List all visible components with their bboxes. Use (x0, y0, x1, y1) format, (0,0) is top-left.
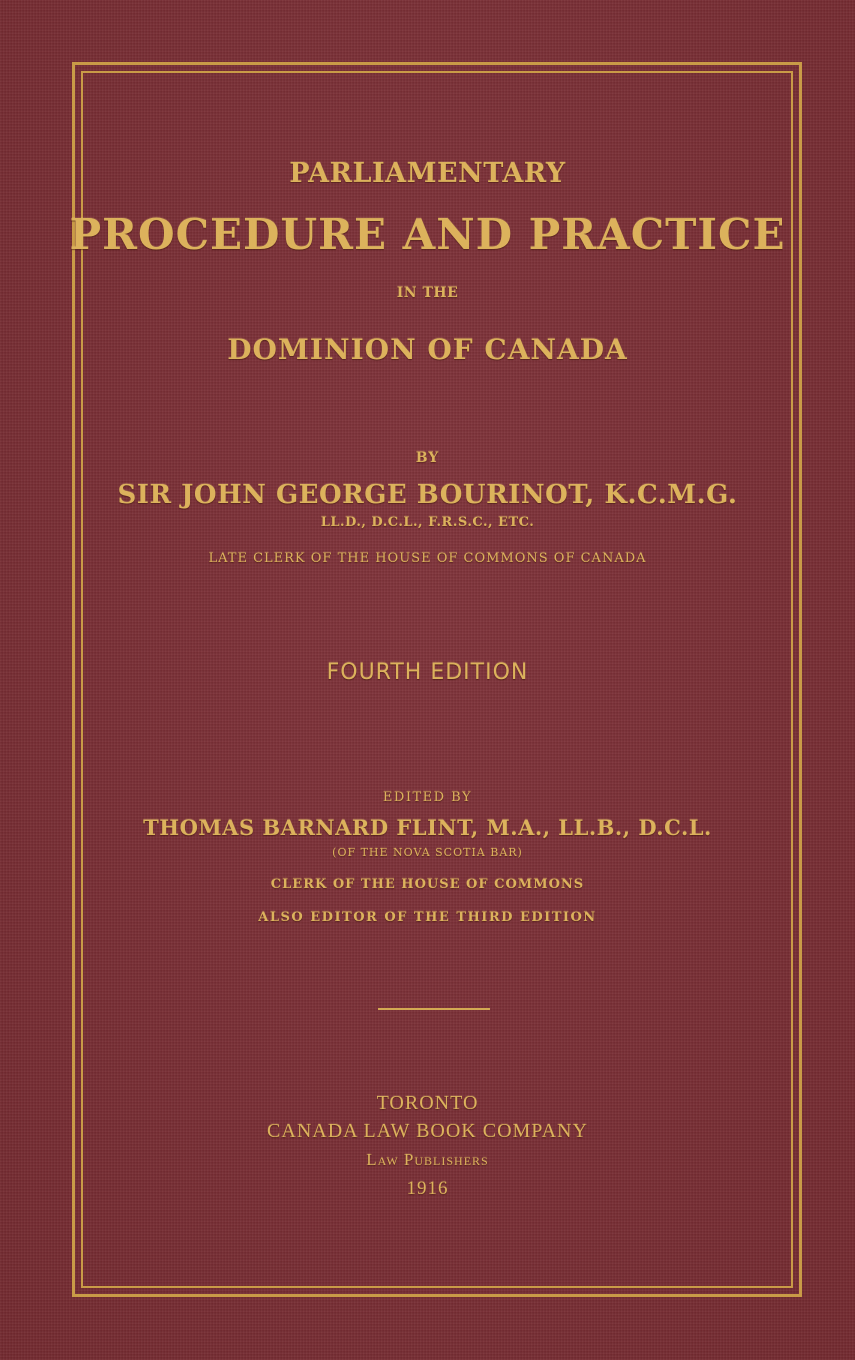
editor-bar: (OF THE NOVA SCOTIA BAR) (332, 846, 523, 859)
by-label: BY (415, 450, 440, 466)
author-position: LATE CLERK OF THE HOUSE OF COMMONS OF CANADA (208, 551, 647, 566)
publisher-name: CANADA LAW BOOK COMPANY (267, 1120, 588, 1142)
edition-label: FOURTH EDITION (326, 660, 529, 685)
publisher-city: TORONTO (376, 1092, 479, 1114)
editor-position: CLERK OF THE HOUSE OF COMMONS (270, 877, 585, 892)
title-line-3: IN THE (396, 285, 459, 301)
title-line-1: PARLIAMENTARY (289, 158, 566, 189)
editor-name: THOMAS BARNARD FLINT, M.A., LL.B., D.C.L. (143, 815, 712, 840)
edited-by-label: EDITED BY (382, 790, 473, 805)
author-degrees: LL.D., D.C.L., F.R.S.C., ETC. (320, 515, 535, 530)
divider-rule (378, 1008, 490, 1010)
title-line-4: DOMINION OF CANADA (227, 333, 628, 366)
publisher-role: Law Publishers (366, 1150, 489, 1169)
editor-note: ALSO EDITOR OF THE THIRD EDITION (258, 910, 597, 925)
title-line-2: PROCEDURE AND PRACTICE (69, 210, 786, 259)
author-name: SIR JOHN GEORGE BOURINOT, K.C.M.G. (117, 480, 738, 510)
publication-year: 1916 (406, 1178, 449, 1199)
